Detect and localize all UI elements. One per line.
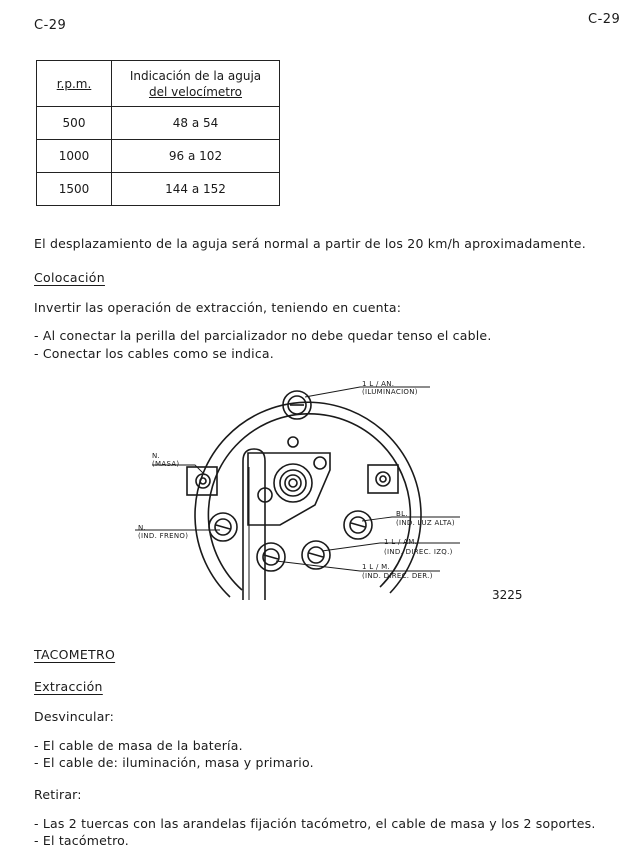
table-header-rpm: r.p.m. <box>37 61 112 107</box>
label-illumination-code: 1 L / AN. <box>362 380 395 388</box>
colocacion-intro: Invertir las operación de extracción, teniendo en cuenta: <box>34 300 402 315</box>
table-header-row <box>37 61 280 107</box>
label-brake-desc: (IND. FRENO) <box>138 532 189 540</box>
label-high-beam-desc: (IND. LUZ ALTA) <box>396 519 455 527</box>
left-mount-bracket <box>187 467 217 495</box>
list-item: - Las 2 tuercas con las arandelas fijación tacómetro, el cable de masa y los 2 soportes. <box>34 816 596 831</box>
label-mass-code: N. <box>152 452 161 460</box>
table-row <box>37 140 280 173</box>
label-mass-desc: (MASA) <box>152 460 180 468</box>
list-item: - El cable de: iluminación, masa y primario. <box>34 755 314 770</box>
list-item: - Conectar los cables como se indica. <box>34 346 274 361</box>
list-item: - El cable de masa de la batería. <box>34 738 243 753</box>
table-cell-rpm: 500 <box>37 107 112 140</box>
label-brake-code: N. <box>138 524 147 532</box>
heading-extraccion: Extracción <box>34 679 103 694</box>
table-row <box>37 173 280 206</box>
rpm-speedometer-table <box>36 60 280 206</box>
heading-tacometro: TACOMETRO <box>34 647 116 662</box>
figure-number: 3225 <box>492 588 523 602</box>
label-right-turn-code: 1 L / M. <box>362 563 391 571</box>
label-illumination-desc: (ILUMINACION) <box>362 388 418 396</box>
right-mount-hole <box>376 472 390 486</box>
speedometer-wiring-diagram <box>130 375 460 600</box>
list-item: - Al conectar la perilla del parcializador no debe quedar tenso el cable. <box>34 328 492 343</box>
table-cell-rpm: 1500 <box>37 173 112 206</box>
label-left-turn-code: 1 L / AM. <box>384 538 418 546</box>
table-header-needle: Indicación de la aguja del velocímetro <box>112 61 280 107</box>
desvincular-label: Desvincular: <box>34 709 115 724</box>
leader-right-turn <box>276 561 440 571</box>
table-cell-rpm: 1000 <box>37 140 112 173</box>
table-row <box>37 107 280 140</box>
heading-colocacion: Colocación <box>34 270 105 285</box>
page-code-left: C-29 <box>34 18 67 33</box>
retirar-label: Retirar: <box>34 787 82 802</box>
table-cell-needle: 48 a 54 <box>112 107 280 140</box>
label-high-beam-code: BL. <box>396 510 408 518</box>
list-item: - El tacómetro. <box>34 833 129 848</box>
table-cell-needle: 144 a 152 <box>112 173 280 206</box>
label-left-turn-desc: (IND. DIREC. IZQ.) <box>384 548 453 556</box>
reset-pin <box>288 437 298 447</box>
paragraph-displacement: El desplazamiento de la aguja será normal a partir de los 20 km/h aproximadamente. <box>34 236 586 251</box>
left-mount-hole <box>196 474 210 488</box>
page-code-right: C-29 <box>588 12 621 27</box>
right-mount-bracket <box>368 465 398 493</box>
label-right-turn-desc: (IND. DIREC. DER.) <box>362 572 433 580</box>
table-cell-needle: 96 a 102 <box>112 140 280 173</box>
